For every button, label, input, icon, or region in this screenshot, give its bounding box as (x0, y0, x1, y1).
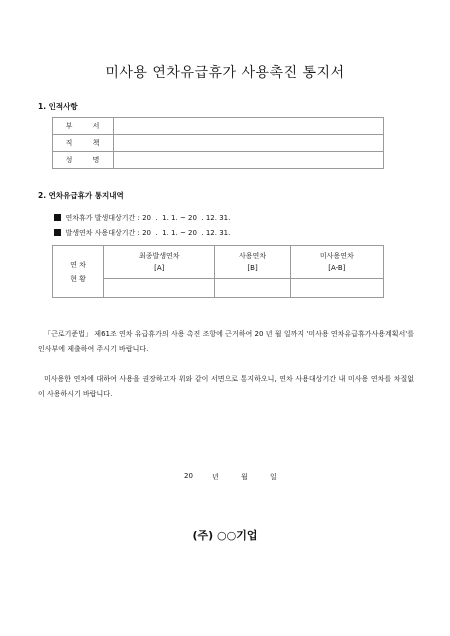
notice-paragraph: 미사용한 연차에 대하여 사용을 권장하고자 위와 같이 서면으로 통지하오니, 연차 사용대상기간 내 미사용 연차를 차질없이 사용하시기 바랍니다. (38, 375, 414, 398)
table-row (53, 246, 384, 279)
date-month-unit: 월 (241, 473, 248, 481)
date-year-unit: 년 (212, 473, 219, 481)
position-label: 직 책 (53, 135, 114, 152)
column-header-name: 미사용연차 (319, 252, 354, 260)
leave-status-table (52, 245, 384, 298)
date-year: 20 (184, 472, 193, 480)
company-name: (주) ○○기업 (192, 529, 258, 542)
section-leave-notice-heading: 2. 연차유급휴가 통지내역 (38, 191, 124, 200)
date-day-unit: 일 (270, 473, 277, 481)
square-bullet-icon (54, 229, 61, 236)
column-header-code: [A-B] (328, 264, 346, 272)
column-header-code: [A] (154, 264, 165, 272)
leave-status-label-line: 현 황 (70, 274, 86, 283)
notice-paragraph: 「근로기준법」 제61조 연차 유급휴가의 사용 촉진 조항에 근거하여 20 년 월 일까지 '미사용 연차유급휴가사용계획서'를 인사부에 제출하여 주시기 바랍니다. (38, 330, 414, 353)
column-header-name: 사용연차 (239, 252, 267, 260)
department-label: 부 서 (53, 118, 114, 135)
used-leave-field[interactable] (215, 279, 290, 298)
leave-status-label-line: 연 차 (70, 260, 86, 269)
personal-info-table (52, 117, 384, 169)
column-header-unused-leave (290, 246, 383, 279)
name-label: 성 명 (53, 152, 114, 169)
table-row (53, 135, 384, 152)
total-leave-field[interactable] (104, 279, 215, 298)
column-header-total-leave (104, 246, 215, 279)
section-personal-info-heading: 1. 인적사항 (38, 102, 78, 111)
table-row (53, 152, 384, 169)
document-title: 미사용 연차유급휴가 사용촉진 통지서 (105, 65, 345, 81)
department-field[interactable] (114, 118, 384, 135)
accrual-period-text: 연차휴가 발생대상기간 : 20 . 1. 1. ~ 20 . 12. 31. (65, 214, 231, 222)
position-field[interactable] (114, 135, 384, 152)
usage-period-text: 발생연차 사용대상기간 : 20 . 1. 1. ~ 20 . 12. 31. (65, 229, 231, 237)
bullet-item (50, 220, 230, 238)
column-header-code: [B] (247, 264, 258, 272)
name-field[interactable] (114, 152, 384, 169)
leave-status-label (53, 246, 104, 298)
unused-leave-field[interactable] (290, 279, 383, 298)
column-header-name: 최종발생연차 (138, 252, 180, 260)
column-header-used-leave (215, 246, 290, 279)
table-row (53, 118, 384, 135)
